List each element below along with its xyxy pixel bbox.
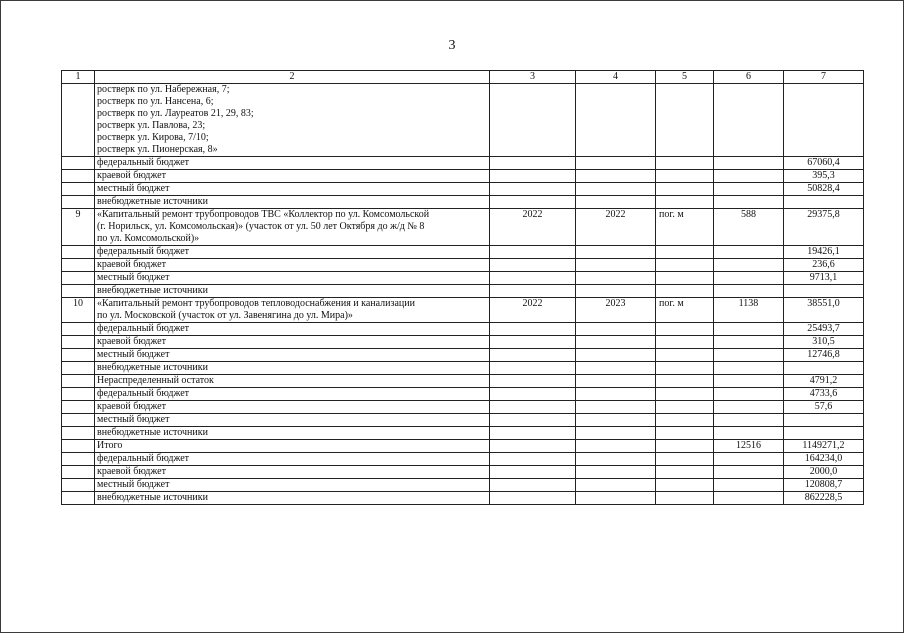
quantity-cell: [714, 285, 784, 298]
amount-cell: 67060,4: [784, 157, 864, 170]
description-line: местный бюджет: [97, 479, 170, 490]
end-year-cell: 2023: [576, 298, 656, 323]
unit-cell: [656, 388, 714, 401]
end-year-cell: [576, 157, 656, 170]
start-year-cell: [490, 323, 576, 336]
description-cell: [95, 375, 490, 388]
description-cell: [95, 272, 490, 285]
description-line: ростверк по ул. Набережная, 7;: [97, 84, 230, 95]
quantity-cell: 12516: [714, 440, 784, 453]
description-cell: [95, 84, 490, 157]
amount-cell: 395,3: [784, 170, 864, 183]
start-year-cell: [490, 349, 576, 362]
start-year-cell: [490, 183, 576, 196]
description-line: ростверк ул. Пионерская, 8»: [97, 144, 218, 155]
unit-cell: [656, 427, 714, 440]
description-line: по ул. Комсомольской)»: [97, 233, 200, 244]
table-row: [62, 157, 864, 170]
col-header: 5: [656, 71, 714, 84]
start-year-cell: [490, 170, 576, 183]
start-year-cell: [490, 196, 576, 209]
page-number: 3: [448, 38, 456, 53]
start-year-cell: [490, 479, 576, 492]
end-year-cell: [576, 427, 656, 440]
table-row: [62, 375, 864, 388]
amount-cell: [784, 285, 864, 298]
col-header: 2: [95, 71, 490, 84]
start-year-cell: [490, 440, 576, 453]
amount-cell: 38551,0: [784, 298, 864, 323]
unit-cell: [656, 323, 714, 336]
end-year-cell: [576, 183, 656, 196]
description-line: краевой бюджет: [97, 259, 166, 270]
quantity-cell: [714, 272, 784, 285]
description-line: федеральный бюджет: [97, 246, 190, 257]
col-header: 6: [714, 71, 784, 84]
description-cell: [95, 157, 490, 170]
table-row: [62, 349, 864, 362]
description-line: краевой бюджет: [97, 466, 166, 477]
table-row: [62, 170, 864, 183]
quantity-cell: [714, 170, 784, 183]
amount-cell: 29375,8: [784, 209, 864, 246]
quantity-cell: 588: [714, 209, 784, 246]
start-year-cell: [490, 272, 576, 285]
description-line: внебюджетные источники: [97, 492, 208, 503]
unit-cell: [656, 272, 714, 285]
end-year-cell: [576, 453, 656, 466]
start-year-cell: [490, 375, 576, 388]
table-row: [62, 209, 864, 246]
quantity-cell: [714, 183, 784, 196]
description-cell: [95, 298, 490, 323]
unit-cell: [656, 349, 714, 362]
quantity-cell: [714, 401, 784, 414]
unit-cell: [656, 492, 714, 505]
unit-cell: [656, 466, 714, 479]
end-year-cell: [576, 414, 656, 427]
description-line: (г. Норильск, ул. Комсомольская)» (участок от ул. 50 лет Октября до ж/д № 8: [97, 221, 425, 232]
amount-cell: 50828,4: [784, 183, 864, 196]
description-line: местный бюджет: [97, 272, 170, 283]
quantity-cell: [714, 157, 784, 170]
description-cell: [95, 259, 490, 272]
row-number-cell: [62, 427, 95, 440]
col-header: 7: [784, 71, 864, 84]
description-cell: [95, 246, 490, 259]
end-year-cell: [576, 259, 656, 272]
amount-cell: 2000,0: [784, 466, 864, 479]
quantity-cell: [714, 349, 784, 362]
row-number-cell: [62, 196, 95, 209]
end-year-cell: [576, 272, 656, 285]
end-year-cell: [576, 362, 656, 375]
amount-cell: 9713,1: [784, 272, 864, 285]
description-line: краевой бюджет: [97, 401, 166, 412]
start-year-cell: [490, 157, 576, 170]
table-row: [62, 466, 864, 479]
amount-cell: [784, 427, 864, 440]
amount-cell: 164234,0: [784, 453, 864, 466]
row-number-cell: [62, 170, 95, 183]
row-number-cell: [62, 349, 95, 362]
description-cell: [95, 388, 490, 401]
quantity-cell: [714, 259, 784, 272]
table-row: [62, 196, 864, 209]
description-line: внебюджетные источники: [97, 196, 208, 207]
quantity-cell: [714, 323, 784, 336]
description-line: внебюджетные источники: [97, 362, 208, 373]
col-header: 4: [576, 71, 656, 84]
table-row: [62, 453, 864, 466]
end-year-cell: [576, 84, 656, 157]
start-year-cell: [490, 453, 576, 466]
description-line: ростверк ул. Павлова, 23;: [97, 120, 206, 131]
end-year-cell: [576, 323, 656, 336]
description-line: краевой бюджет: [97, 336, 166, 347]
description-line: внебюджетные источники: [97, 285, 208, 296]
description-line: местный бюджет: [97, 183, 170, 194]
unit-cell: [656, 285, 714, 298]
description-line: «Капитальный ремонт трубопроводов ТВС «Коллектор по ул. Комсомольской: [97, 209, 430, 220]
description-cell: [95, 401, 490, 414]
description-line: ростверк по ул. Лауреатов 21, 29, 83;: [97, 108, 254, 119]
unit-cell: [656, 375, 714, 388]
unit-cell: [656, 183, 714, 196]
description-line: федеральный бюджет: [97, 453, 190, 464]
row-number-cell: [62, 453, 95, 466]
start-year-cell: [490, 336, 576, 349]
amount-cell: 25493,7: [784, 323, 864, 336]
description-line: федеральный бюджет: [97, 323, 190, 334]
end-year-cell: [576, 492, 656, 505]
row-number-cell: [62, 414, 95, 427]
row-number-cell: [62, 285, 95, 298]
amount-cell: [784, 414, 864, 427]
unit-cell: [656, 246, 714, 259]
description-cell: [95, 170, 490, 183]
row-number-cell: [62, 492, 95, 505]
table-row: [62, 479, 864, 492]
table-row: [62, 246, 864, 259]
start-year-cell: [490, 246, 576, 259]
description-cell: [95, 323, 490, 336]
amount-cell: 4733,6: [784, 388, 864, 401]
unit-cell: [656, 401, 714, 414]
quantity-cell: [714, 492, 784, 505]
quantity-cell: [714, 479, 784, 492]
budget-table: [61, 70, 864, 505]
start-year-cell: [490, 492, 576, 505]
unit-cell: [656, 479, 714, 492]
description-line: Итого: [97, 440, 123, 451]
end-year-cell: 2022: [576, 209, 656, 246]
end-year-cell: [576, 349, 656, 362]
description-line: федеральный бюджет: [97, 388, 190, 399]
description-line: Нераспределенный остаток: [97, 375, 214, 386]
row-number-cell: [62, 466, 95, 479]
end-year-cell: [576, 466, 656, 479]
end-year-cell: [576, 285, 656, 298]
description-cell: [95, 479, 490, 492]
unit-cell: [656, 170, 714, 183]
table-row: [62, 362, 864, 375]
description-cell: [95, 196, 490, 209]
start-year-cell: [490, 401, 576, 414]
quantity-cell: [714, 388, 784, 401]
end-year-cell: [576, 479, 656, 492]
start-year-cell: [490, 414, 576, 427]
amount-cell: 236,6: [784, 259, 864, 272]
row-number-cell: [62, 323, 95, 336]
start-year-cell: [490, 259, 576, 272]
col-header: 1: [62, 71, 95, 84]
description-line: краевой бюджет: [97, 170, 166, 181]
quantity-cell: [714, 246, 784, 259]
description-cell: [95, 362, 490, 375]
description-line: ростверк по ул. Нансена, 6;: [97, 96, 214, 107]
amount-cell: 19426,1: [784, 246, 864, 259]
start-year-cell: 2022: [490, 298, 576, 323]
description-line: ростверк ул. Кирова, 7/10;: [97, 132, 209, 143]
quantity-cell: [714, 427, 784, 440]
row-number-cell: 9: [62, 209, 95, 246]
description-line: «Капитальный ремонт трубопроводов тепловодоснабжения и канализации: [97, 298, 415, 309]
row-number-cell: [62, 272, 95, 285]
unit-cell: [656, 157, 714, 170]
row-number-cell: 10: [62, 298, 95, 323]
start-year-cell: [490, 388, 576, 401]
end-year-cell: [576, 246, 656, 259]
unit-cell: [656, 414, 714, 427]
table-row: [62, 414, 864, 427]
end-year-cell: [576, 375, 656, 388]
description-line: внебюджетные источники: [97, 427, 208, 438]
amount-cell: [784, 196, 864, 209]
end-year-cell: [576, 388, 656, 401]
description-line: федеральный бюджет: [97, 157, 190, 168]
description-cell: [95, 183, 490, 196]
quantity-cell: [714, 466, 784, 479]
row-number-cell: [62, 362, 95, 375]
row-number-cell: [62, 401, 95, 414]
table-row: [62, 183, 864, 196]
table-row: [62, 272, 864, 285]
unit-cell: [656, 453, 714, 466]
row-number-cell: [62, 157, 95, 170]
description-cell: [95, 453, 490, 466]
quantity-cell: [714, 336, 784, 349]
col-header: 3: [490, 71, 576, 84]
table-header-row: [62, 71, 864, 84]
end-year-cell: [576, 336, 656, 349]
table-row: [62, 427, 864, 440]
amount-cell: 4791,2: [784, 375, 864, 388]
end-year-cell: [576, 401, 656, 414]
end-year-cell: [576, 196, 656, 209]
end-year-cell: [576, 440, 656, 453]
unit-cell: [656, 362, 714, 375]
unit-cell: [656, 440, 714, 453]
table-row: [62, 298, 864, 323]
table-row: [62, 492, 864, 505]
row-number-cell: [62, 84, 95, 157]
amount-cell: [784, 84, 864, 157]
description-cell: [95, 209, 490, 246]
table-row: [62, 84, 864, 157]
amount-cell: 1149271,2: [784, 440, 864, 453]
table-row: [62, 323, 864, 336]
description-cell: [95, 414, 490, 427]
quantity-cell: [714, 375, 784, 388]
description-cell: [95, 466, 490, 479]
amount-cell: 862228,5: [784, 492, 864, 505]
start-year-cell: [490, 285, 576, 298]
row-number-cell: [62, 388, 95, 401]
amount-cell: 120808,7: [784, 479, 864, 492]
row-number-cell: [62, 336, 95, 349]
table-row: [62, 285, 864, 298]
quantity-cell: [714, 362, 784, 375]
unit-cell: пог. м: [656, 209, 714, 246]
description-cell: [95, 336, 490, 349]
unit-cell: [656, 336, 714, 349]
description-cell: [95, 349, 490, 362]
unit-cell: [656, 259, 714, 272]
description-line: по ул. Московской (участок от ул. Завенягина до ул. Мира)»: [97, 310, 353, 321]
start-year-cell: [490, 362, 576, 375]
unit-cell: [656, 84, 714, 157]
description-cell: [95, 285, 490, 298]
row-number-cell: [62, 246, 95, 259]
row-number-cell: [62, 479, 95, 492]
row-number-cell: [62, 259, 95, 272]
start-year-cell: 2022: [490, 209, 576, 246]
amount-cell: 57,6: [784, 401, 864, 414]
start-year-cell: [490, 427, 576, 440]
table-row: [62, 440, 864, 453]
description-cell: [95, 427, 490, 440]
unit-cell: [656, 196, 714, 209]
table-row: [62, 336, 864, 349]
row-number-cell: [62, 440, 95, 453]
quantity-cell: [714, 196, 784, 209]
description-cell: [95, 440, 490, 453]
start-year-cell: [490, 84, 576, 157]
description-cell: [95, 492, 490, 505]
row-number-cell: [62, 183, 95, 196]
description-line: местный бюджет: [97, 349, 170, 360]
amount-cell: 310,5: [784, 336, 864, 349]
description-line: местный бюджет: [97, 414, 170, 425]
start-year-cell: [490, 466, 576, 479]
table-row: [62, 388, 864, 401]
unit-cell: пог. м: [656, 298, 714, 323]
quantity-cell: [714, 84, 784, 157]
table-row: [62, 401, 864, 414]
end-year-cell: [576, 170, 656, 183]
quantity-cell: [714, 414, 784, 427]
table-row: [62, 259, 864, 272]
amount-cell: 12746,8: [784, 349, 864, 362]
amount-cell: [784, 362, 864, 375]
row-number-cell: [62, 375, 95, 388]
quantity-cell: [714, 453, 784, 466]
quantity-cell: 1138: [714, 298, 784, 323]
